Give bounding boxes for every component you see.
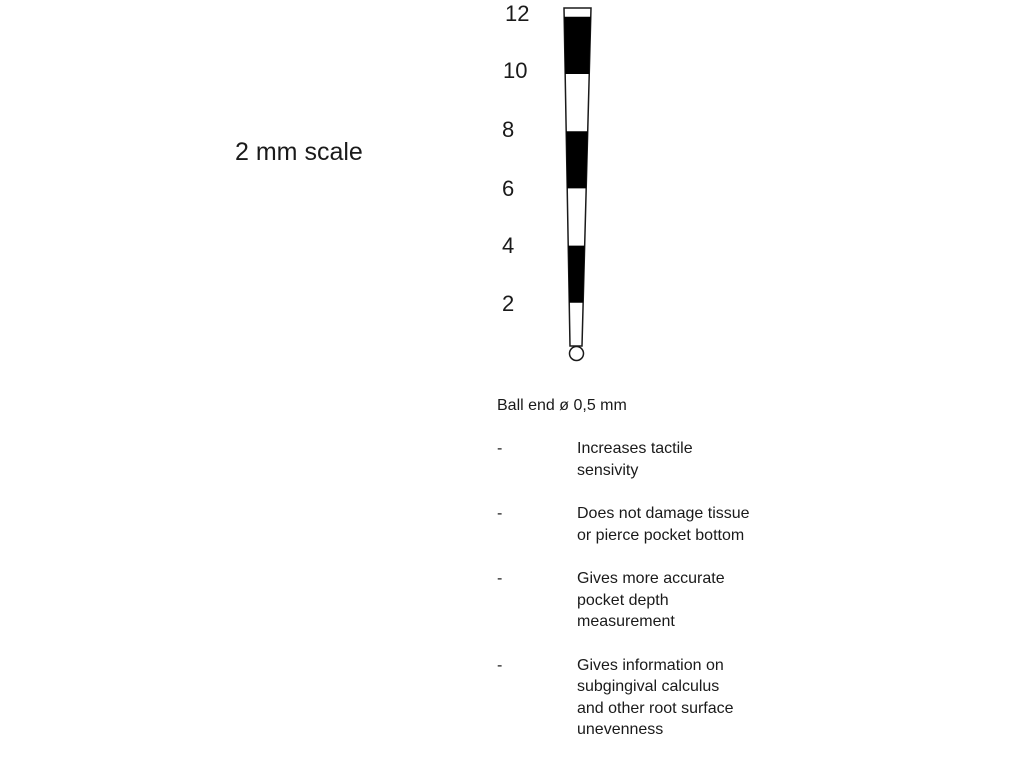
list-item bbox=[497, 438, 797, 481]
list-item bbox=[497, 655, 797, 741]
ball-end-caption: Ball end ø 0,5 mm bbox=[497, 397, 627, 414]
bullet-text: Gives more accurate pocket depth measurement bbox=[577, 570, 725, 630]
list-item bbox=[497, 503, 797, 546]
tick-label-6: 6 bbox=[502, 176, 515, 201]
ball-end-icon bbox=[570, 347, 584, 361]
probe-band-6-8mm bbox=[566, 131, 588, 188]
bullet-dash: - bbox=[497, 440, 503, 457]
tick-label-12: 12 bbox=[505, 1, 530, 26]
tick-label-4: 4 bbox=[502, 233, 515, 258]
tick-label-8: 8 bbox=[502, 117, 515, 142]
bullet-text: Does not damage tissue or pierce pocket bottom bbox=[577, 505, 750, 544]
bullet-text: Gives information on subgingival calculus and other root surface unevenness bbox=[577, 656, 734, 738]
feature-list bbox=[497, 438, 797, 741]
probe-band-2-4mm bbox=[568, 246, 584, 303]
scale-title: 2 mm scale bbox=[235, 138, 363, 166]
tick-label-2: 2 bbox=[502, 291, 515, 316]
bullet-dash: - bbox=[497, 570, 503, 587]
tick-label-10: 10 bbox=[503, 58, 528, 83]
bullet-dash: - bbox=[497, 505, 503, 522]
bullet-dash: - bbox=[497, 656, 503, 674]
bullet-text: Increases tactile sensivity bbox=[577, 440, 693, 479]
probe-band-10-12mm bbox=[564, 17, 591, 74]
list-item bbox=[497, 568, 797, 633]
